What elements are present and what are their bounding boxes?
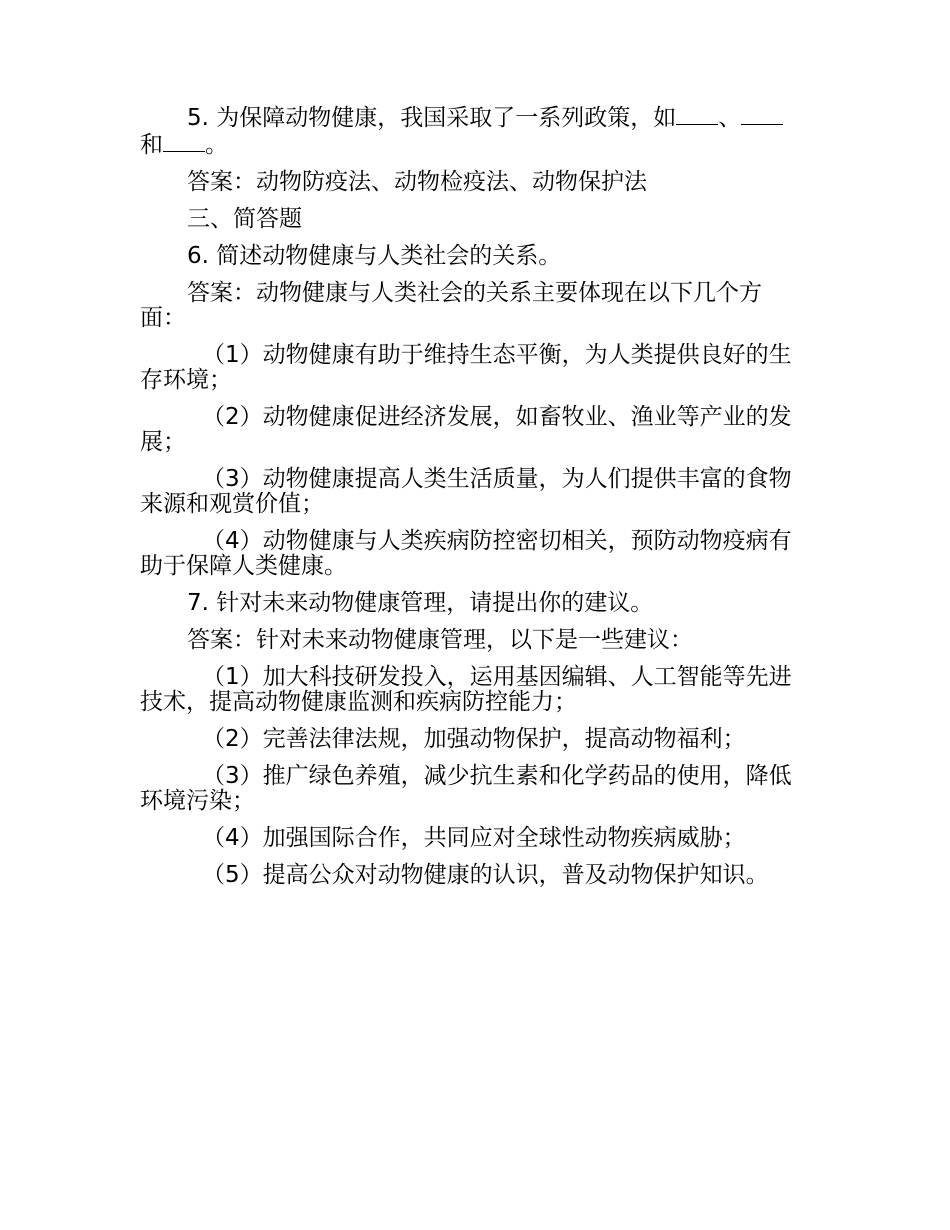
answer-7-point-4: （4）加强国际合作，共同应对全球性动物疾病威胁； (202, 825, 746, 851)
question-7: 7. 针对未来动物健康管理，请提出你的建议。 (187, 590, 654, 616)
answer-5: 答案：动物防疫法、动物检疫法、动物保护法 (187, 169, 647, 195)
answer-7-point-3: （3）推广绿色养殖，减少抗生素和化学药品的使用，降低环境污染； (140, 763, 792, 814)
blank-separator-1: 、 (718, 105, 742, 131)
answer-6-point-2: （2）动物健康促进经济发展，如畜牧业、渔业等产业的发展； (140, 404, 792, 455)
answer-6-intro: 答案：动物健康与人类社会的关系主要体现在以下几个方面： (140, 280, 762, 331)
answer-7-point-2: （2）完善法律法规，加强动物保护，提高动物福利； (202, 726, 746, 752)
answer-7-point-1: （1）加大科技研发投入，运用基因编辑、人工智能等先进技术，提高动物健康监测和疾病防控能力； (140, 664, 792, 715)
answer-6-point-1: （1）动物健康有助于维持生态平衡，为人类提供良好的生存环境； (140, 342, 792, 393)
answer-6-point-3: （3）动物健康提高人类生活质量，为人们提供丰富的食物来源和观赏价值； (140, 466, 792, 517)
fill-blank-2 (741, 104, 783, 125)
answer-6-point-4: （4）动物健康与人类疾病防控密切相关，预防动物疫病有助于保障人类健康。 (140, 528, 792, 579)
blank-separator-2: 和 (140, 132, 163, 158)
answer-7-intro: 答案：针对未来动物健康管理，以下是一些建议： (187, 627, 693, 653)
question-5-text: 5. 为保障动物健康，我国采取了一系列政策，如 (187, 105, 677, 131)
fill-blank-3 (163, 131, 205, 152)
section-heading: 三、简答题 (187, 206, 302, 232)
question-5 (140, 104, 805, 158)
fill-blank-1 (676, 104, 718, 125)
document-body (140, 104, 805, 900)
question-5-end: 。 (205, 132, 228, 158)
answer-7-point-5: （5）提高公众对动物健康的认识，普及动物保护知识。 (202, 862, 769, 888)
question-6: 6. 简述动物健康与人类社会的关系。 (187, 243, 562, 269)
